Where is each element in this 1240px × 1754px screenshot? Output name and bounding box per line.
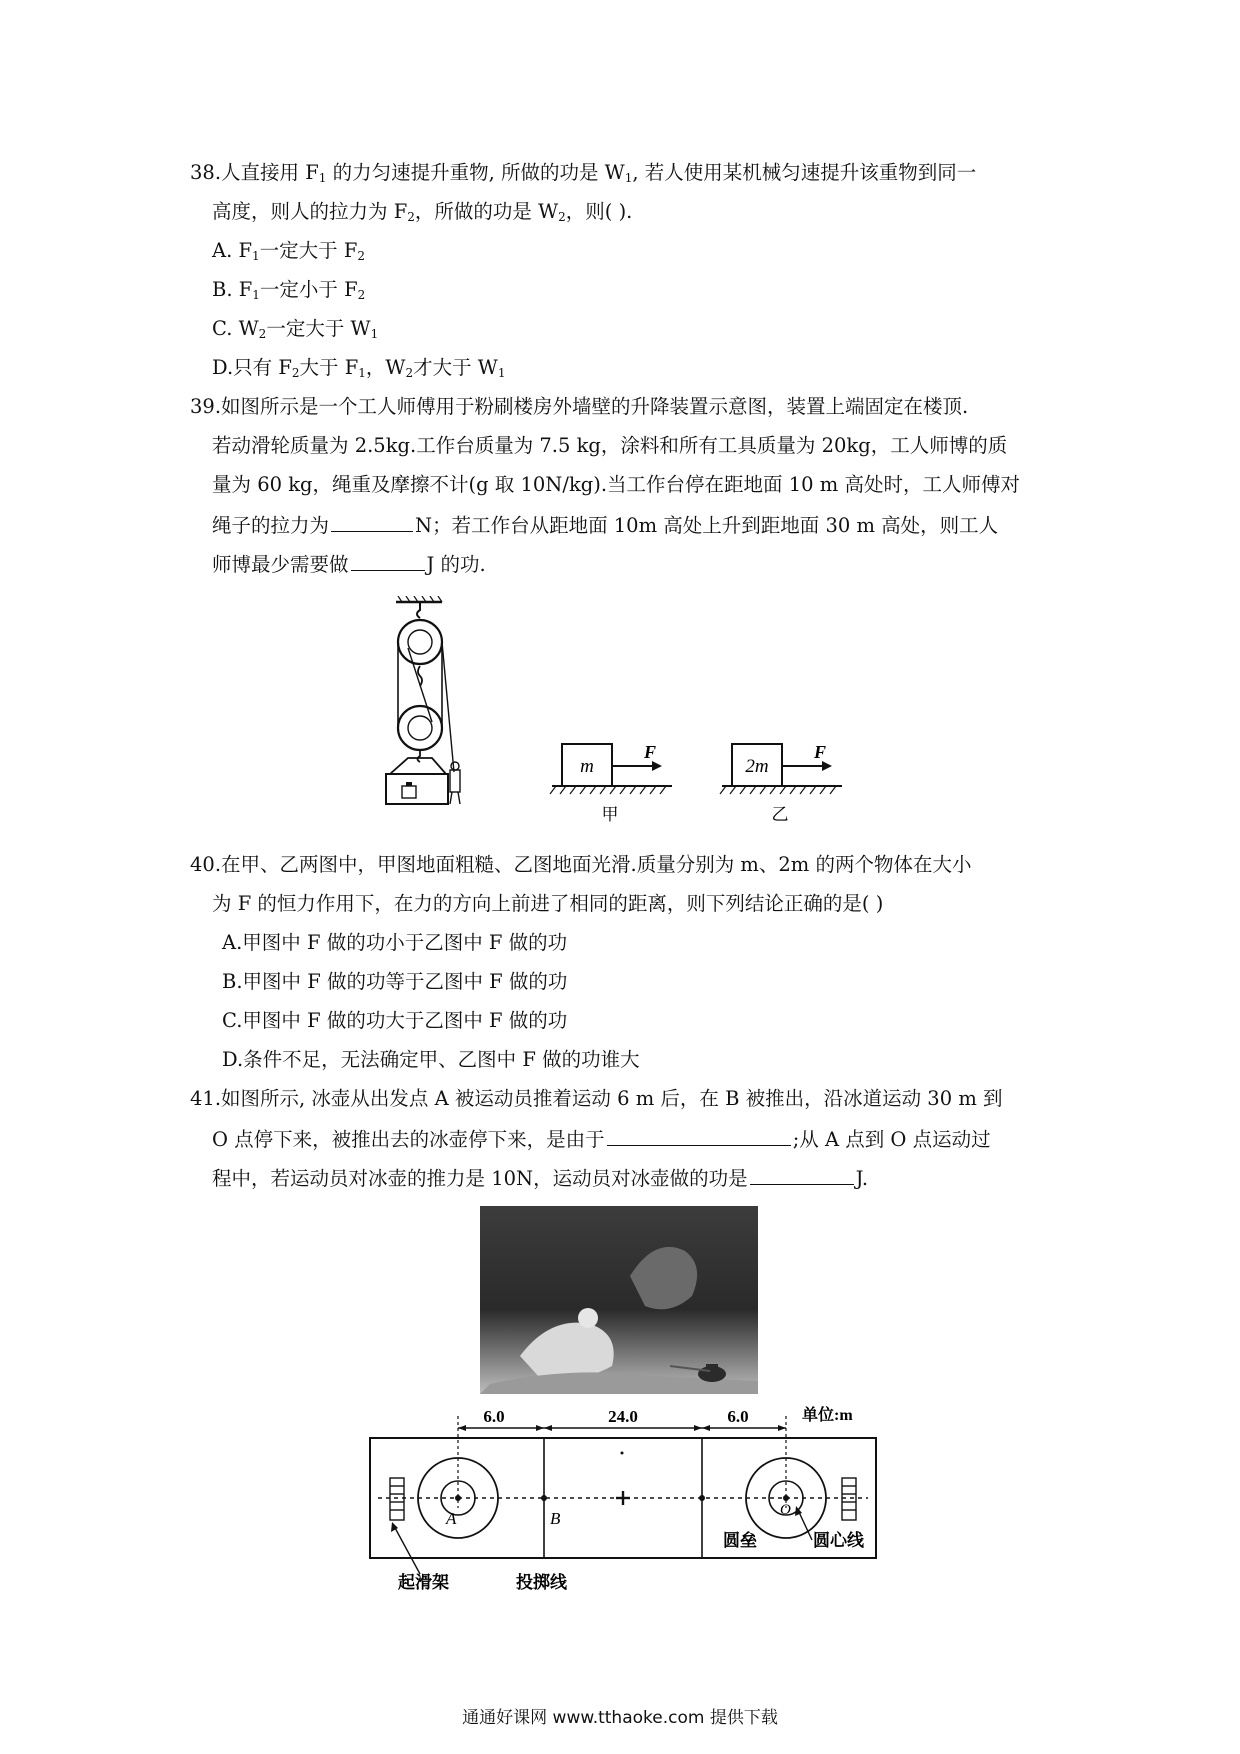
house-label: 圆垒 <box>723 1531 757 1550</box>
block-mass-label-2m: 2m <box>745 756 769 777</box>
q39-line4: 绳子的拉力为 N；若工作台从距地面 10m 高处上升到距地面 30 m 高处，则工人 <box>212 509 998 541</box>
answer-blank-tension[interactable] <box>331 509 413 532</box>
q41-line1: 41.如图所示, 冰壶从出发点 A 被运动员推着运动 6 m 后，在 B 被推出，沿冰道运动 30 m 到 <box>190 1087 1003 1110</box>
q40-line2: 为 F 的恒力作用下，在力的方向上前进了相同的距离，则下列结论正确的是( ) <box>212 892 884 915</box>
point-b-label: B <box>550 1509 561 1528</box>
q39-line3: 量为 60 kg，绳重及摩擦不计(g 取 10N/kg).当工作台停在距地面 10 m 高处时，工人师傅对 <box>212 473 1020 496</box>
block-mass-label-m: m <box>580 756 594 777</box>
force-label-yi: F <box>814 742 827 762</box>
q39-line1: 39.如图所示是一个工人师傅用于粉刷楼房外墙壁的升降装置示意图，装置上端固定在楼顶. <box>190 395 969 418</box>
point-o-label: O <box>780 1502 791 1518</box>
curling-photo <box>480 1206 758 1394</box>
q38-option-a: A. $F_1$一定大于 $F_2$ <box>212 239 366 263</box>
dimension-6-left: 6.0 <box>483 1407 505 1426</box>
answer-blank-reason[interactable] <box>607 1123 791 1146</box>
dimension-6-right: 6.0 <box>727 1407 749 1426</box>
force-label-jia: F <box>644 742 657 762</box>
block-diagram-jia <box>548 732 678 828</box>
page-footer: 通通好课网 www.tthaoke.com 提供下载 <box>462 1708 778 1728</box>
answer-blank-work[interactable] <box>351 548 425 571</box>
q38-option-b: B. $F_1$一定小于 $F_2$ <box>212 278 366 302</box>
center-line-label: 圆心线 <box>813 1531 864 1550</box>
q38-option-c: C. $W_2$一定大于 $W_1$ <box>212 317 379 341</box>
caption-yi: 乙 <box>771 805 789 824</box>
unit-label: 单位:m <box>802 1407 853 1424</box>
q40-option-c: C.甲图中 F 做的功大于乙图中 F 做的功 <box>222 1009 568 1032</box>
caption-jia: 甲 <box>601 805 619 824</box>
answer-blank-q41-work[interactable] <box>750 1162 854 1185</box>
q39-line2: 若动滑轮质量为 2.5kg.工作台质量为 7.5 kg，涂料和所有工具质量为 20kg，工人师博的质 <box>212 434 1008 457</box>
q38-stem-line1: 38.人直接用 $F_1$ 的力匀速提升重物, 所做的功是 $W_1$, 若人使用某机械匀速提升该重物到同一 <box>190 161 977 185</box>
q40-option-d: D.条件不足，无法确定甲、乙图中 F 做的功谁大 <box>222 1048 640 1071</box>
q41-line3: 程中，若运动员对冰壶的推力是 10N，运动员对冰壶做的功是 J. <box>212 1162 868 1194</box>
q40-option-a: A.甲图中 F 做的功小于乙图中 F 做的功 <box>222 931 568 954</box>
q38-option-d: D.只有 $F_2$大于 $F_1$，$W_2$才大于 $W_1$ <box>212 356 506 380</box>
pulley-lift-diagram <box>380 596 480 808</box>
q40-line1: 40.在甲、乙两图中，甲图地面粗糙、乙图地面光滑.质量分别为 m、2m 的两个物体在大小 <box>190 853 972 876</box>
block-diagram-yi <box>718 732 848 828</box>
q39-line5: 师博最少需要做 J 的功. <box>212 548 486 580</box>
q38-stem-line2: 高度，则人的拉力为 $F_2$，所做的功是 $W_2$，则( ). <box>212 200 633 224</box>
dimension-24: 24.0 <box>608 1407 638 1426</box>
point-a-label: A <box>446 1509 457 1528</box>
q40-option-b: B.甲图中 F 做的功等于乙图中 F 做的功 <box>222 970 568 993</box>
throw-line-label: 投掷线 <box>516 1573 567 1592</box>
q41-line2: O 点停下来，被推出去的冰壶停下来，是由于 ;从 A 点到 O 点运动过 <box>212 1123 991 1155</box>
curling-rink-diagram <box>368 1398 880 1598</box>
start-rack-label: 起滑架 <box>398 1573 449 1592</box>
